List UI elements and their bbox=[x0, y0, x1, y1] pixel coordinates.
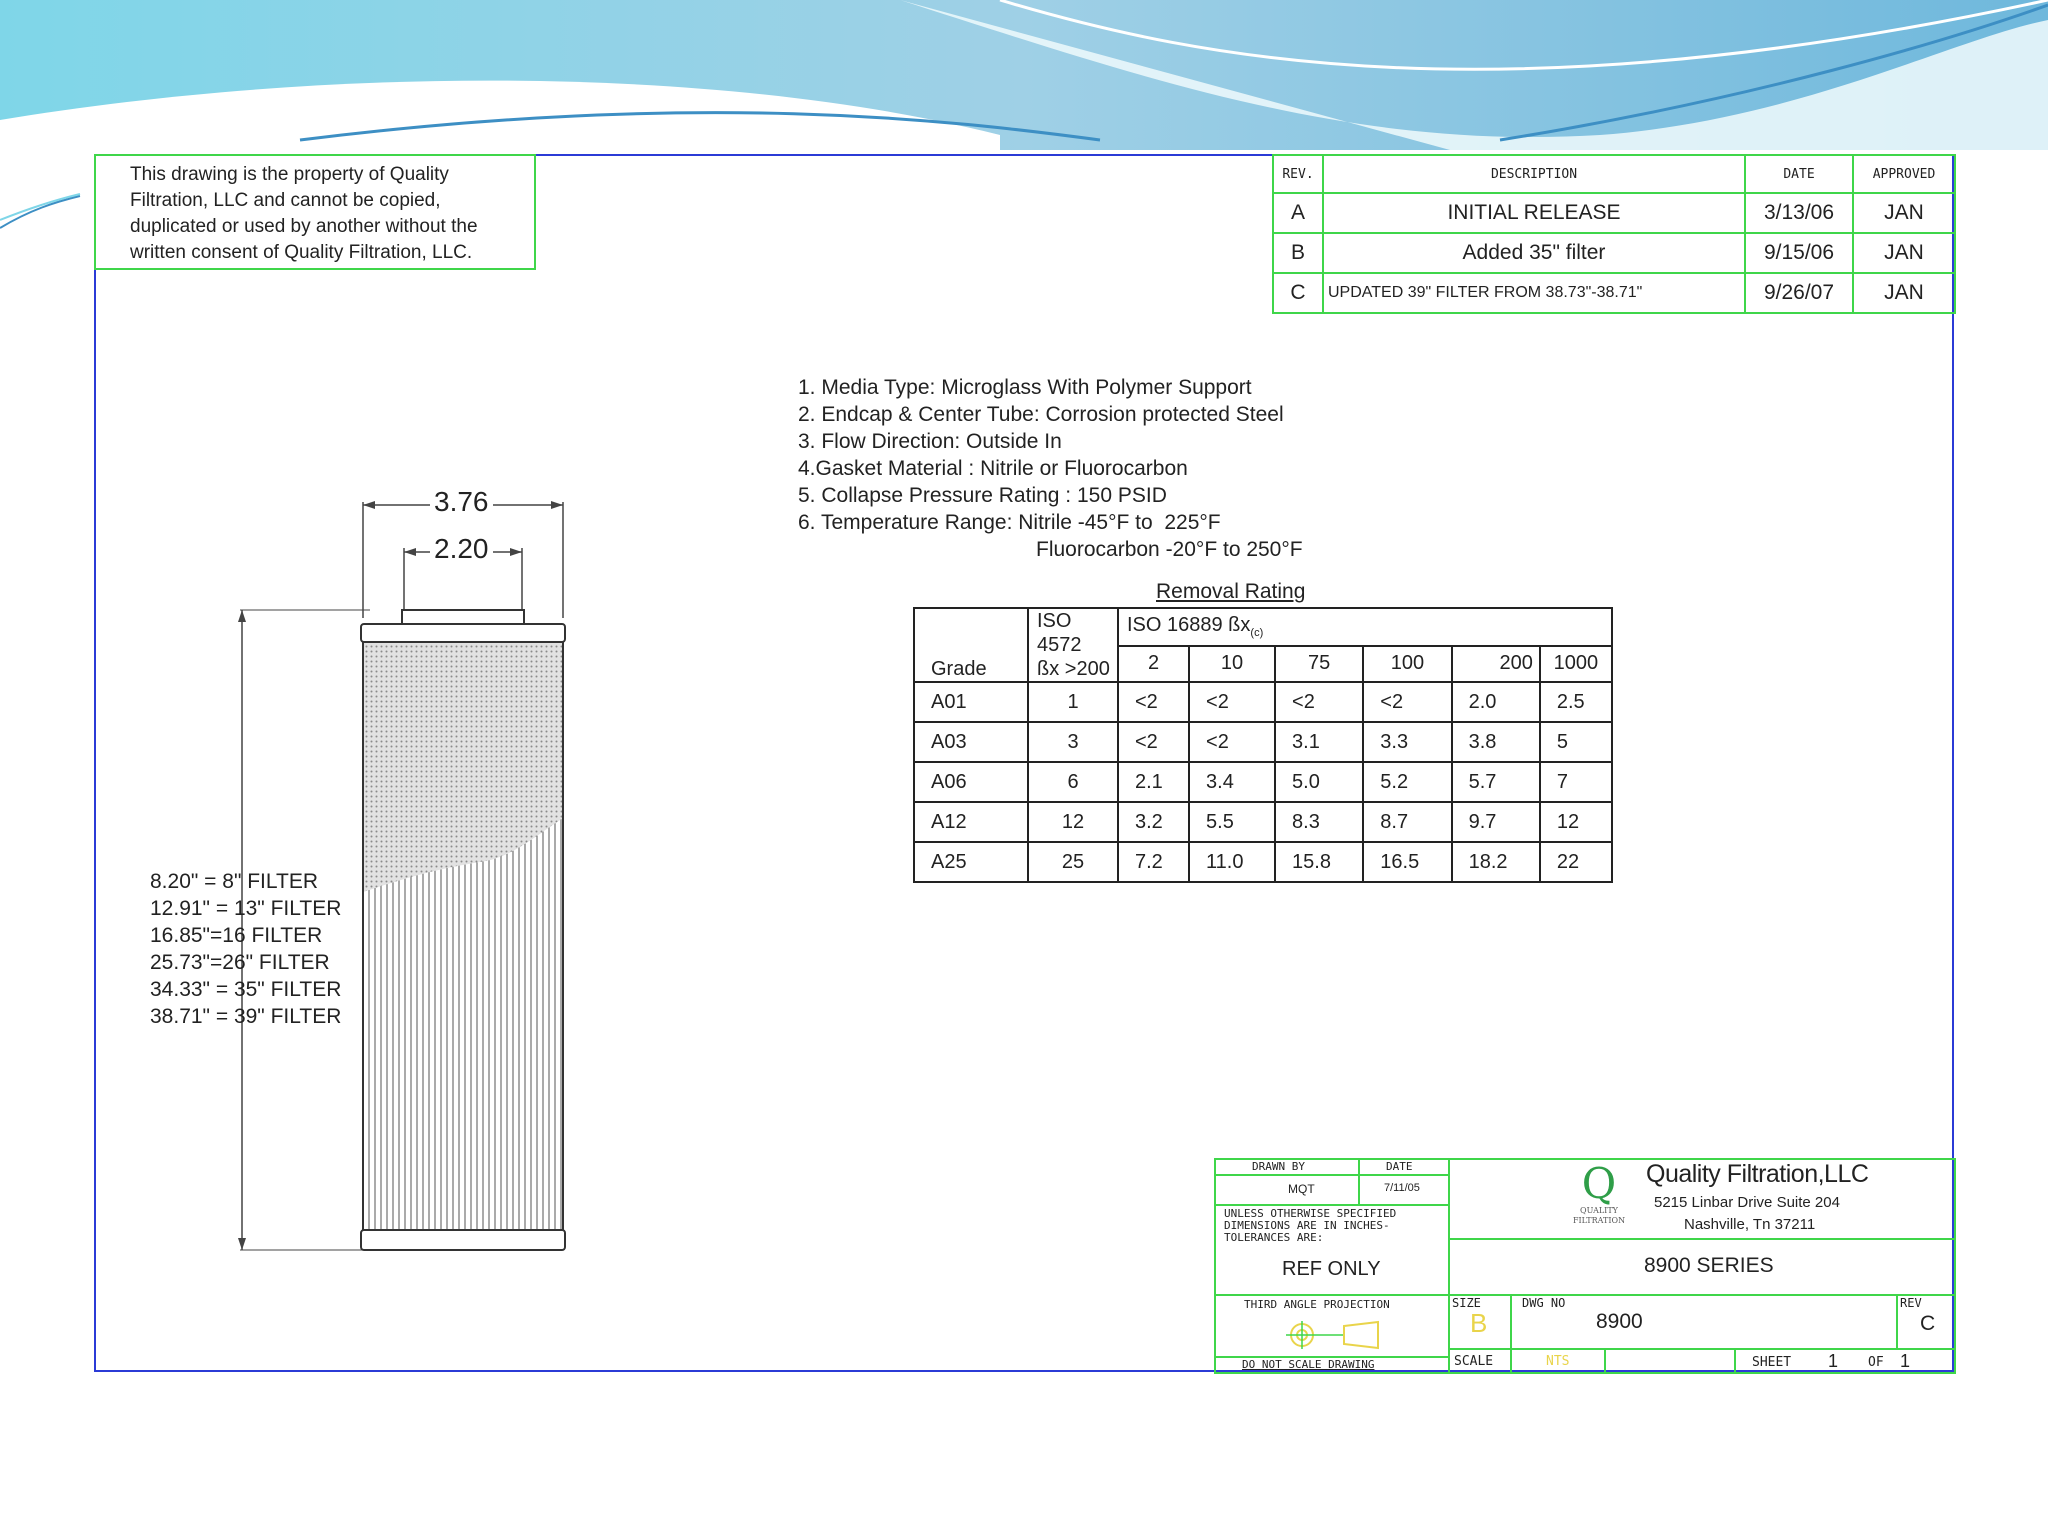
value-cell: 5.5 bbox=[1189, 802, 1275, 842]
removal-rating-table bbox=[913, 607, 1613, 883]
note-line: 1. Media Type: Microglass With Polymer Support bbox=[798, 376, 1252, 399]
filter-length-item: 38.71" = 39" FILTER bbox=[150, 1005, 342, 1028]
table-row bbox=[914, 802, 1612, 842]
filter-length-item: 16.85"=16 FILTER bbox=[150, 924, 323, 947]
description-cell: INITIAL RELEASE bbox=[1323, 193, 1745, 233]
value-cell: <2 bbox=[1275, 682, 1363, 722]
filter-length-item: 34.33" = 35" FILTER bbox=[150, 978, 342, 1001]
table-row bbox=[914, 762, 1612, 802]
value-cell: <2 bbox=[1118, 722, 1189, 762]
date-header: DATE bbox=[1745, 155, 1853, 193]
iso4572-cell: 6 bbox=[1028, 762, 1118, 802]
notice-line: This drawing is the property of Quality bbox=[130, 164, 449, 185]
tolerance-line: UNLESS OTHERWISE SPECIFIED bbox=[1224, 1207, 1397, 1220]
revision-table bbox=[1272, 154, 1956, 314]
description-header: DESCRIPTION bbox=[1323, 155, 1745, 193]
company-name: Quality Filtration,LLC bbox=[1646, 1160, 1869, 1188]
tolerance-note bbox=[1224, 1208, 1396, 1244]
note-line: 6. Temperature Range: Nitrile -45°F to 225°F bbox=[798, 511, 1221, 534]
iso4572-line: ISO 4572 bbox=[1037, 610, 1082, 656]
beta-column-header: 1000 bbox=[1540, 646, 1612, 682]
value-cell: 2.0 bbox=[1452, 682, 1540, 722]
value-cell: 2.5 bbox=[1540, 682, 1612, 722]
value-cell: 16.5 bbox=[1363, 842, 1451, 882]
value-cell: 3.1 bbox=[1275, 722, 1363, 762]
note-line: 5. Collapse Pressure Rating : 150 PSID bbox=[798, 484, 1167, 507]
description-cell: Added 35" filter bbox=[1323, 233, 1745, 273]
divider bbox=[1214, 1204, 1448, 1206]
rev-cell: C bbox=[1273, 273, 1323, 313]
of-value: 1 bbox=[1900, 1351, 1911, 1371]
date-cell: 3/13/06 bbox=[1745, 193, 1853, 233]
grade-cell: A06 bbox=[914, 762, 1028, 802]
divider bbox=[1734, 1348, 1736, 1374]
logo-text: FILTRATION bbox=[1572, 1216, 1626, 1225]
divider bbox=[1604, 1348, 1606, 1374]
value-cell: 3.4 bbox=[1189, 762, 1275, 802]
value-cell: 5.0 bbox=[1275, 762, 1363, 802]
table-row bbox=[914, 842, 1612, 882]
approved-cell: JAN bbox=[1853, 273, 1955, 313]
value-cell: 3.3 bbox=[1363, 722, 1451, 762]
value-cell: 22 bbox=[1540, 842, 1612, 882]
table-row bbox=[1273, 273, 1955, 313]
tolerance-line: TOLERANCES ARE: bbox=[1224, 1231, 1324, 1244]
divider bbox=[1214, 1174, 1448, 1176]
iso16889-header bbox=[1118, 608, 1612, 646]
removal-rating-title: Removal Rating bbox=[1156, 580, 1306, 603]
property-notice bbox=[94, 154, 536, 270]
beta-column-header: 2 bbox=[1118, 646, 1189, 682]
rev-value: C bbox=[1920, 1312, 1936, 1335]
drawn-by-label: DRAWN BY bbox=[1252, 1160, 1305, 1173]
iso4572-line: ßx >200 bbox=[1037, 658, 1110, 680]
approved-cell: JAN bbox=[1853, 193, 1955, 233]
left-accent-stroke bbox=[0, 180, 90, 240]
value-cell: 5.2 bbox=[1363, 762, 1451, 802]
divider bbox=[1358, 1158, 1360, 1204]
header-wave-banner bbox=[0, 0, 2048, 150]
notice-line: duplicated or used by another without the bbox=[130, 216, 478, 237]
value-cell: 7.2 bbox=[1118, 842, 1189, 882]
divider bbox=[1510, 1294, 1512, 1374]
grade-cell: A01 bbox=[914, 682, 1028, 722]
dwg-no-value: 8900 bbox=[1596, 1310, 1643, 1333]
filter-length-item: 12.91" = 13" FILTER bbox=[150, 897, 342, 920]
filter-length-item: 25.73"=26" FILTER bbox=[150, 951, 330, 974]
series-label: 8900 SERIES bbox=[1644, 1254, 1774, 1277]
description-cell: UPDATED 39" FILTER FROM 38.73"-38.71" bbox=[1323, 273, 1745, 313]
notice-line: written consent of Quality Filtration, LLC. bbox=[130, 242, 473, 263]
note-line: 2. Endcap & Center Tube: Corrosion protected Steel bbox=[798, 403, 1284, 426]
value-cell: 8.3 bbox=[1275, 802, 1363, 842]
notice-line: Filtration, LLC and cannot be copied, bbox=[130, 190, 441, 211]
divider bbox=[1214, 1294, 1448, 1296]
dwg-no-label: DWG NO bbox=[1522, 1296, 1566, 1310]
beta-column-header: 100 bbox=[1363, 646, 1451, 682]
iso4572-header bbox=[1028, 608, 1118, 682]
value-cell: <2 bbox=[1189, 682, 1275, 722]
table-row bbox=[1273, 233, 1955, 273]
value-cell: 3.8 bbox=[1452, 722, 1540, 762]
rev-cell: A bbox=[1273, 193, 1323, 233]
value-cell: 12 bbox=[1540, 802, 1612, 842]
iso16889-label: ISO 16889 ßx bbox=[1127, 614, 1251, 637]
iso4572-cell: 1 bbox=[1028, 682, 1118, 722]
size-label: SIZE bbox=[1452, 1296, 1481, 1310]
sheet-label: SHEET bbox=[1752, 1355, 1792, 1370]
table-row bbox=[914, 722, 1612, 762]
spec-notes bbox=[798, 374, 1303, 563]
third-angle-projection-icon bbox=[1274, 1318, 1394, 1352]
grade-cell: A03 bbox=[914, 722, 1028, 762]
rev-label: REV bbox=[1900, 1296, 1922, 1310]
iso16889-subscript: (c) bbox=[1250, 627, 1264, 640]
divider bbox=[1448, 1238, 1956, 1240]
divider bbox=[1448, 1348, 1956, 1350]
rev-cell: B bbox=[1273, 233, 1323, 273]
title-block bbox=[1214, 1158, 1956, 1374]
company-address-line: 5215 Linbar Drive Suite 204 bbox=[1654, 1194, 1840, 1211]
value-cell: 15.8 bbox=[1275, 842, 1363, 882]
approved-header: APPROVED bbox=[1853, 155, 1955, 193]
iso4572-cell: 3 bbox=[1028, 722, 1118, 762]
projection-label: THIRD ANGLE PROJECTION bbox=[1244, 1298, 1390, 1311]
value-cell: <2 bbox=[1118, 682, 1189, 722]
note-line: 3. Flow Direction: Outside In bbox=[798, 430, 1062, 453]
company-logo bbox=[1544, 1159, 1654, 1238]
table-row bbox=[914, 682, 1612, 722]
iso4572-cell: 25 bbox=[1028, 842, 1118, 882]
scale-value: NTS bbox=[1546, 1354, 1570, 1369]
value-cell: 8.7 bbox=[1363, 802, 1451, 842]
beta-column-header: 200 bbox=[1452, 646, 1540, 682]
date-label: DATE bbox=[1386, 1160, 1413, 1173]
table-row bbox=[1273, 193, 1955, 233]
logo-text: QUALITY bbox=[1580, 1206, 1618, 1215]
tolerance-line: DIMENSIONS ARE IN INCHES- bbox=[1224, 1219, 1390, 1232]
filter-length-item: 8.20" = 8" FILTER bbox=[150, 870, 319, 893]
filter-length-list bbox=[150, 868, 341, 1030]
grade-cell: A12 bbox=[914, 802, 1028, 842]
outer-diameter-dimension: 3.76 bbox=[430, 486, 493, 518]
company-address-line: Nashville, Tn 37211 bbox=[1684, 1216, 1816, 1233]
value-cell: 9.7 bbox=[1452, 802, 1540, 842]
note-line: Fluorocarbon -20°F to 250°F bbox=[1036, 538, 1303, 561]
divider bbox=[1448, 1158, 1450, 1374]
ref-only-label: REF ONLY bbox=[1282, 1258, 1381, 1280]
date-cell: 9/26/07 bbox=[1745, 273, 1853, 313]
beta-column-header: 10 bbox=[1189, 646, 1275, 682]
rev-header: REV. bbox=[1273, 155, 1323, 193]
drawn-by-value: MQT bbox=[1288, 1182, 1315, 1196]
size-value: B bbox=[1470, 1308, 1488, 1338]
note-line: 4.Gasket Material : Nitrile or Fluorocarbon bbox=[798, 457, 1188, 480]
scale-label: SCALE bbox=[1454, 1354, 1494, 1369]
date-cell: 9/15/06 bbox=[1745, 233, 1853, 273]
approved-cell: JAN bbox=[1853, 233, 1955, 273]
sheet-value: 1 bbox=[1828, 1351, 1839, 1371]
grade-header: Grade bbox=[914, 608, 1028, 682]
no-scale-label: DO NOT SCALE DRAWING bbox=[1242, 1358, 1375, 1371]
value-cell: 18.2 bbox=[1452, 842, 1540, 882]
of-label: OF bbox=[1868, 1355, 1884, 1370]
value-cell: 2.1 bbox=[1118, 762, 1189, 802]
iso4572-cell: 12 bbox=[1028, 802, 1118, 842]
beta-column-header: 75 bbox=[1275, 646, 1363, 682]
divider bbox=[1896, 1294, 1898, 1348]
value-cell: 7 bbox=[1540, 762, 1612, 802]
grade-cell: A25 bbox=[914, 842, 1028, 882]
value-cell: 11.0 bbox=[1189, 842, 1275, 882]
date-value: 7/11/05 bbox=[1384, 1182, 1420, 1194]
value-cell: 5 bbox=[1540, 722, 1612, 762]
value-cell: <2 bbox=[1363, 682, 1451, 722]
value-cell: <2 bbox=[1189, 722, 1275, 762]
q-logo-icon: Q bbox=[1581, 1159, 1617, 1208]
value-cell: 5.7 bbox=[1452, 762, 1540, 802]
inner-diameter-dimension: 2.20 bbox=[430, 533, 493, 565]
value-cell: 3.2 bbox=[1118, 802, 1189, 842]
